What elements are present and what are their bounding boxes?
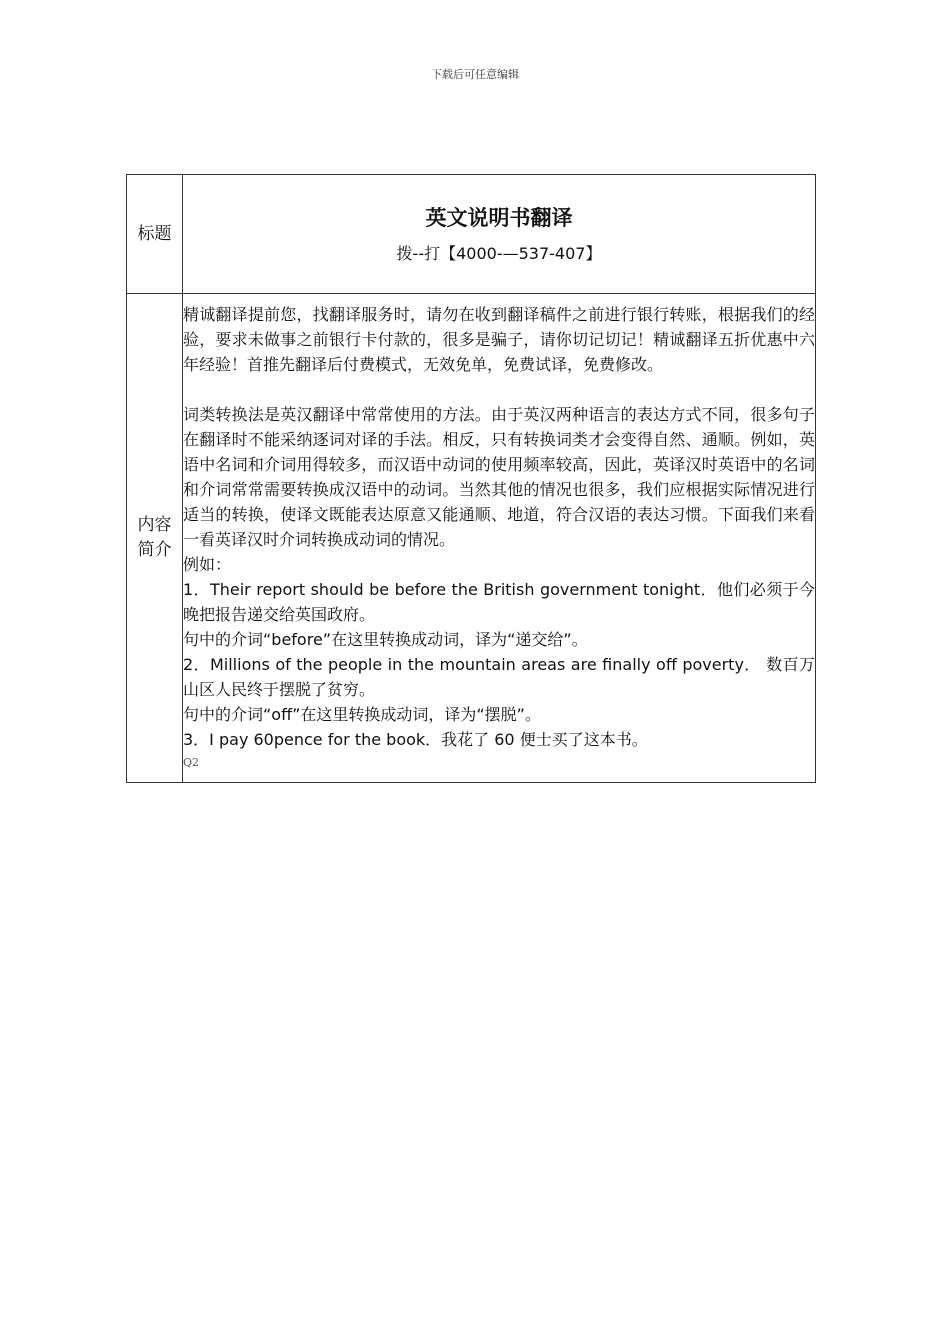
example-1-note: 句中的介词“before”在这里转换成动词，译为“递交给”。 [183, 630, 588, 649]
content-cell [183, 294, 816, 783]
document-table [126, 174, 816, 783]
example-heading: 例如： [183, 555, 232, 574]
content-label [127, 294, 183, 783]
page-header-note: 下载后可任意编辑 [431, 68, 519, 81]
document-subtitle: 拨--打【4000-—537-407】 [396, 244, 602, 263]
title-label: 标题 [127, 175, 183, 294]
content-row [127, 294, 816, 783]
example-3: 3．I pay 60pence for the book．我花了 60 便士买了这本书。 [183, 730, 648, 749]
content-label-line2: 简介 [137, 540, 172, 560]
intro-paragraph: 词类转换法是英汉翻译中常常使用的方法。由于英汉两种语言的表达方式不同，很多句子在翻译时不能采纳逐词对译的手法。相反，只有转换词类才会变得自然、通顺。例如，英语中名词和介词用得较多，而汉语中动词的使用频率较高，因此，英译汉时英语中的名词和介词常常需要转换成汉语中的动词。当然其他的情况也很多，我们应根据实际情况进行适当的转换，使译文既能表达原意又能通顺、地道，符合汉语的表达习惯。下面我们来看一看英译汉时介词转换成动词的情况。 [183, 405, 815, 549]
notice-paragraph: 精诚翻译提前您，找翻译服务时，请勿在收到翻译稿件之前进行银行转账，根据我们的经验，要求未做事之前银行卡付款的，很多是骗子，请你切记切记！精诚翻译五折优惠中六年经验！首推先翻译后付费模式，无效免单，免费试译，免费修改。 [183, 305, 815, 374]
footnote-mark: Q2 [183, 756, 200, 769]
content-label-line1: 内容 [137, 515, 172, 535]
example-2-note: 句中的介词“off”在这里转换成动词，译为“摆脱”。 [183, 705, 541, 724]
document-title: 英文说明书翻译 [425, 206, 573, 230]
title-cell [183, 175, 816, 294]
example-1: 1．Their report should be before the British government tonight．他们必须于今晚把报告递交给英国政府。 [183, 580, 815, 624]
example-2: 2．Millions of the people in the mountain areas are finally off poverty． 数百万山区人民终于摆脱了贫穷。 [183, 655, 815, 699]
title-row [127, 175, 816, 294]
